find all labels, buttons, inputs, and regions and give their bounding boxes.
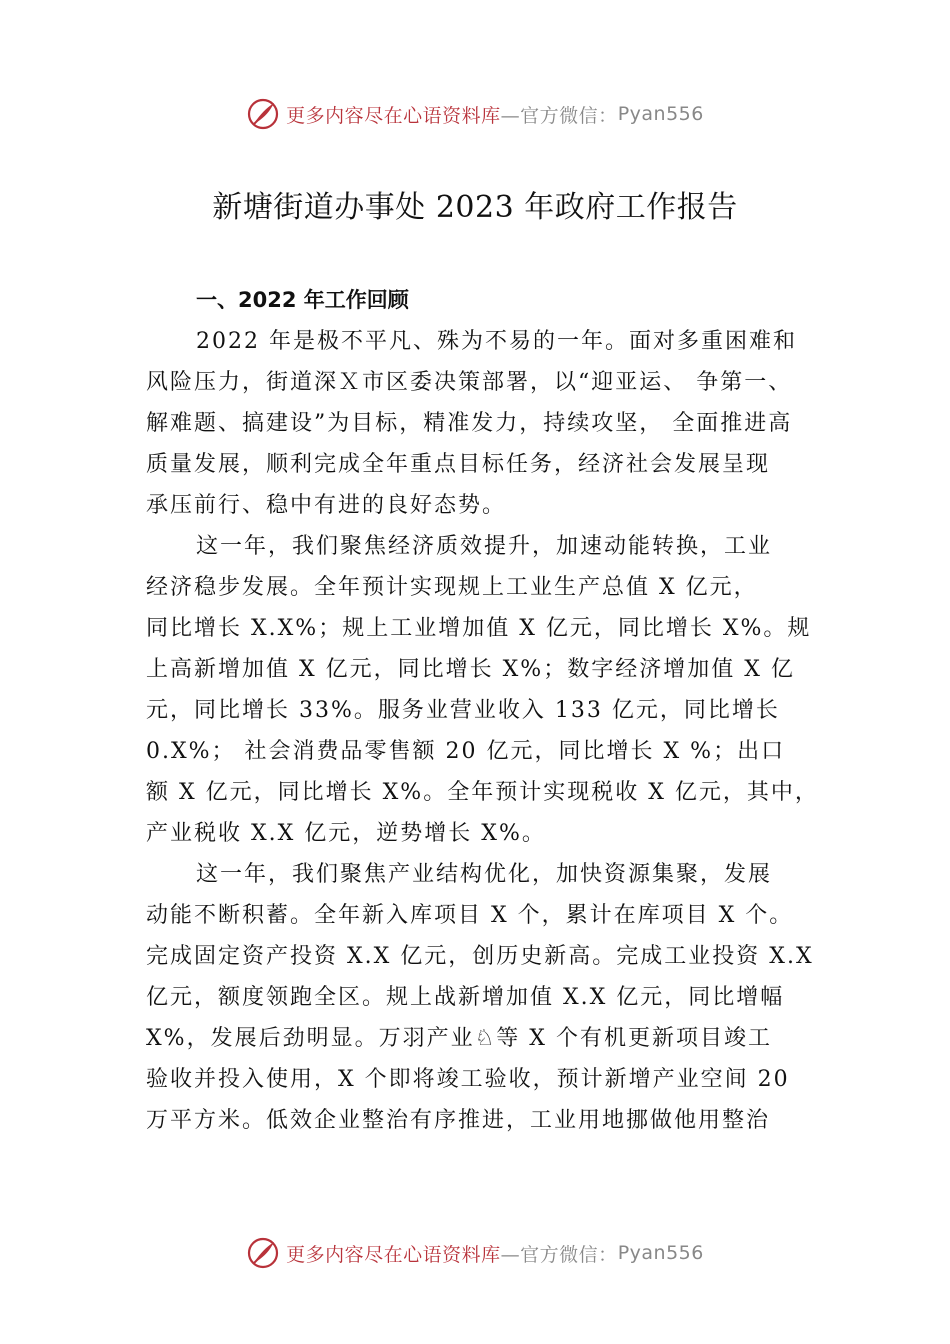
paragraph-line: 经济稳步发展。全年预计实现规上工业生产总值 X 亿元，	[146, 575, 758, 600]
paragraph-3	[146, 854, 826, 1141]
quill-pen-logo-icon	[246, 1236, 280, 1270]
paragraph-line: 验收并投入使用，X 个即将竣工验收，预计新增产业空间 20	[146, 1067, 790, 1092]
watermark-wechat-label: —官方微信：	[500, 104, 618, 127]
paragraph-2	[146, 526, 826, 854]
paragraph-line: 2022 年是极不平凡、殊为不易的一年。面对多重困难和	[196, 329, 797, 354]
paragraph-line: 动能不断积蓄。全年新入库项目 X 个，累计在库项目 X 个。	[146, 903, 794, 928]
paragraph-1	[146, 321, 826, 526]
paragraph-line: 上高新增加值 X 亿元，同比增长 X%；数字经济增加值 X 亿	[146, 657, 795, 682]
paragraph-line: 同比增长 X.X%；规上工业增加值 X 亿元，同比增长 X%。规	[146, 616, 812, 641]
paragraph-line: 元，同比增长 33%。服务业营业收入 133 亿元，同比增长	[146, 698, 780, 723]
paragraph-line: 这一年，我们聚焦经济质效提升，加速动能转换，工业	[196, 534, 773, 559]
watermark-footer	[0, 1233, 950, 1273]
watermark-wechat-label: —官方微信：	[500, 1243, 618, 1266]
document-body	[146, 280, 826, 1141]
paragraph-line: 风险压力，街道深Ｘ市区委决策部署，以“迎亚运、 争第一、	[146, 370, 793, 395]
paragraph-line: 万平方米。低效企业整治有序推进，工业用地挪做他用整治	[146, 1108, 771, 1133]
watermark-brand-text: 更多内容尽在心语资料库	[286, 104, 501, 127]
paragraph-line: 完成固定资产投资 X.X 亿元，创历史新高。完成工业投资 X.X	[146, 944, 814, 969]
quill-pen-logo-icon	[246, 97, 280, 131]
paragraph-line: 亿元，额度领跑全区。规上战新增加值 X.X 亿元，同比增幅	[146, 985, 785, 1010]
paragraph-line: X%，发展后劲明显。万羽产业♘等 X 个有机更新项目竣工	[146, 1026, 772, 1051]
paragraph-line: 解难题、搞建设”为目标，精准发力，持续攻坚， 全面推进高	[146, 411, 793, 436]
watermark-wechat-id: Pyan556	[617, 103, 704, 125]
watermark-header	[0, 94, 950, 134]
paragraph-line: 额 X 亿元，同比增长 X%。全年预计实现税收 X 亿元，其中，	[146, 780, 819, 805]
paragraph-line: 承压前行、稳中有进的良好态势。	[146, 493, 507, 518]
watermark-brand-text: 更多内容尽在心语资料库	[286, 1243, 501, 1266]
paragraph-line: 这一年，我们聚焦产业结构优化，加快资源集聚，发展	[196, 862, 773, 887]
paragraph-line: 产业税收 X.X 亿元，逆势增长 X%。	[146, 821, 546, 846]
watermark-wechat-id: Pyan556	[617, 1242, 704, 1264]
paragraph-line: 质量发展，顺利完成全年重点目标任务，经济社会发展呈现	[146, 452, 771, 477]
document-title: 新塘街道办事处 2023 年政府工作报告	[212, 190, 738, 225]
section-heading: 一、2022 年工作回顾	[196, 288, 409, 312]
paragraph-line: 0.X%； 社会消费品零售额 20 亿元，同比增长 X %；出口	[146, 739, 786, 764]
